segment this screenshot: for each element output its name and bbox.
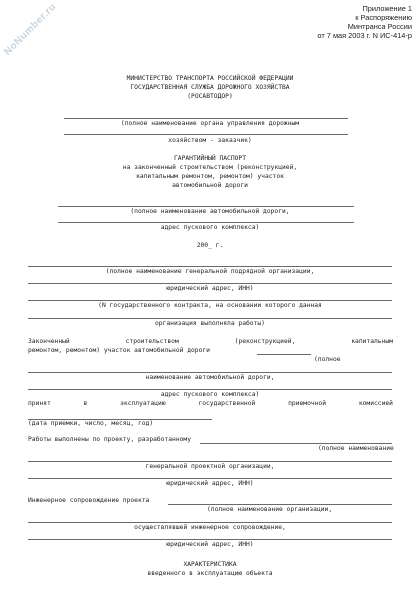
word: в bbox=[83, 400, 88, 407]
customer-name-line bbox=[64, 118, 348, 119]
passport-subtitle-3: автомобильной дороги bbox=[172, 182, 248, 189]
eng-line-3 bbox=[28, 539, 392, 540]
section-road-label-2: адрес пускового комплекса) bbox=[160, 391, 260, 398]
works-line-2 bbox=[28, 461, 392, 462]
works-label-3: юридический адрес, ИНН) bbox=[166, 480, 254, 487]
contractor-line-1 bbox=[28, 266, 392, 267]
year-field: 200_ г. bbox=[196, 242, 224, 249]
date-label: (дата приемки, число, месяц, год) bbox=[28, 420, 154, 427]
completed-paragraph-line-1 bbox=[28, 338, 393, 346]
full-label: (полное bbox=[314, 356, 341, 363]
contractor-label-3: (N государственного контракта, на основании которого данная bbox=[98, 302, 322, 309]
section-road-line-2 bbox=[28, 389, 392, 390]
word: Законченный bbox=[28, 338, 70, 345]
works-label-2: генеральной проектной организации, bbox=[145, 463, 275, 470]
contractor-label-2: юридический адрес, ИНН) bbox=[166, 285, 254, 292]
word: приемочной bbox=[288, 400, 327, 407]
contractor-line-4 bbox=[28, 318, 392, 319]
passport-subtitle-2: капитальным ремонтом, ремонтом) участок bbox=[136, 173, 284, 180]
word: строительством bbox=[125, 338, 179, 345]
word: принят bbox=[28, 400, 51, 407]
service-abbrev: (РОСАВТОДОР) bbox=[187, 93, 233, 100]
appendix-line-2: к Распоряжению bbox=[355, 13, 412, 22]
word: (реконструкцией, bbox=[234, 338, 296, 345]
eng-label-1: (полное наименование организации, bbox=[207, 506, 333, 513]
word: комиссией bbox=[358, 400, 393, 407]
characteristics-title: ХАРАКТЕРИСТИКА bbox=[183, 561, 237, 568]
road-name-line bbox=[58, 206, 354, 207]
works-label-1: (полное наименование bbox=[318, 445, 394, 452]
word: государственной bbox=[198, 400, 256, 407]
road-label-2: адрес пускового комплекса) bbox=[160, 224, 260, 231]
accepted-line bbox=[28, 400, 393, 408]
appendix-line-4: от 7 мая 2003 г. N ИС-414-р bbox=[317, 31, 412, 40]
road-line-2 bbox=[58, 222, 354, 223]
works-fill-line bbox=[200, 443, 392, 444]
contractor-line-3 bbox=[28, 300, 392, 301]
eng-label-3: юридический адрес, ИНН) bbox=[166, 541, 254, 548]
customer-line-2 bbox=[64, 134, 348, 135]
road-fill-line bbox=[257, 354, 311, 355]
ministry-name: МИНИСТЕРСТВО ТРАНСПОРТА РОССИЙСКОЙ ФЕДЕРАЦИИ bbox=[126, 75, 294, 82]
service-name: ГОСУДАРСТВЕННАЯ СЛУЖБА ДОРОЖНОГО ХОЗЯЙСТВА bbox=[130, 84, 290, 91]
contractor-label-1: (полное наименование генеральной подрядной организации, bbox=[105, 268, 315, 275]
road-label-1: (полное наименование автомобильной дороги, bbox=[130, 208, 290, 215]
eng-label-2: осуществлявшей инженерное сопровождение, bbox=[134, 524, 286, 531]
eng-line-2 bbox=[28, 522, 392, 523]
completed-paragraph-line-2: ремонтом, ремонтом) участок автомобильной дороги bbox=[28, 347, 210, 354]
works-line-3 bbox=[28, 478, 392, 479]
contractor-line-2 bbox=[28, 283, 392, 284]
contractor-label-4: организация выполняла работы) bbox=[155, 320, 265, 327]
eng-fill-line bbox=[168, 504, 392, 505]
appendix-line-3: Минтранса России bbox=[347, 22, 412, 31]
customer-label-1: (полное наименование органа управления дорожным bbox=[120, 120, 300, 127]
passport-subtitle-1: на законченный строительством (реконструкцией, bbox=[122, 164, 298, 171]
appendix-line-1: Приложение 1 bbox=[362, 4, 412, 13]
works-text: Работы выполнены по проекту, разработанному bbox=[28, 436, 192, 443]
watermark: NoNumber.ru bbox=[2, 1, 59, 58]
word: капитальным bbox=[351, 338, 393, 345]
customer-label-2: хозяйством - заказчик) bbox=[168, 137, 252, 144]
word: эксплуатацию bbox=[120, 400, 166, 407]
eng-text: Инженерное сопровождение проекта bbox=[28, 497, 150, 504]
section-road-label-1: наименование автомобильной дороги, bbox=[145, 374, 275, 381]
characteristics-subtitle: введенного в эксплуатацию объекта bbox=[147, 570, 273, 577]
section-road-line-1 bbox=[28, 372, 392, 373]
appendix-block bbox=[317, 4, 412, 40]
passport-title: ГАРАНТИЙНЫЙ ПАСПОРТ bbox=[173, 155, 247, 162]
